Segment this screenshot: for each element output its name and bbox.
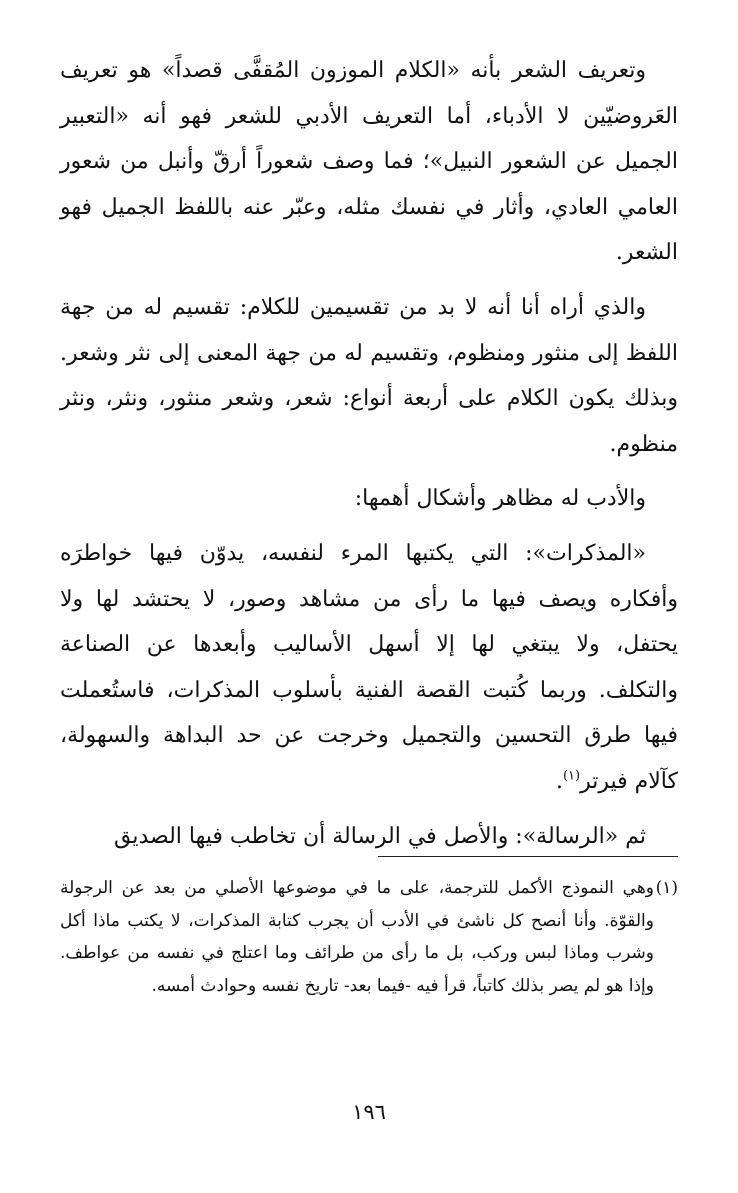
footnote-number: (١)	[655, 878, 678, 898]
paragraph-memoirs	[60, 531, 678, 805]
paragraph-speech-division: والذي أراه أنا أنه لا بد من تقسيمين للكلام: تقسيم له من جهة اللفظ إلى منثور ومنظوم، وتقسيم له من جهة المعنى إلى نثر وشعر. وبذلك يكون الكلام على أربعة أنواع: شعر، وشعر منثور، ونثر، ونثر منظوم.	[60, 294, 679, 457]
footnote-text: وهي النموذج الأكمل للترجمة، على ما في موضوعها الأصلي من بعد عن الرجولة والقوّة. وأنا أنصح كل ناشئ في الأدب أن يجرب كتابة المذكرات، لا يكتب ماذا أكل وشرب وماذا لبس وركب، بل ما رأى من طرائف وما اعتلج في نفسه من عواطف. وإذا هو لم يصر بذلك كاتباً، قرأ فيه -فيما بعد- تاريخ نفسه وحوادث أمسه.	[60, 878, 654, 996]
footnote	[60, 872, 678, 1002]
memoirs-text: «المذكرات»: التي يكتبها المرء لنفسه، يدوّن فيها خواطرَه وأفكاره ويصف فيها ما رأى من مشاهد وصور، لا يحتشد لها ولا يحتفل، ولا يبتغي لها إلا أسهل الأساليب وأبعدها عن الصناعة والتكلف. وربما كُتبت القصة الفنية بأسلوب المذكرات، فاستُعملت فيها طرق التحسين والتجميل وخرجت عن حد البداهة والسهولة، كآلام فيرتر	[60, 540, 678, 794]
paragraph-letter: ثم «الرسالة»: والأصل في الرسالة أن تخاطب فيها الصديق	[113, 823, 646, 849]
paragraph-literature-forms: والأدب له مظاهر وأشكال أهمها:	[354, 486, 646, 512]
footnote-divider	[378, 856, 678, 857]
main-text	[60, 48, 678, 859]
footnote-reference[interactable]: (١)	[562, 768, 581, 784]
paragraph-poetry-definition: وتعريف الشعر بأنه «الكلام الموزون المُقفَّى قصداً» هو تعريف العَروضيّين لا الأدباء، أما التعريف الأدبي للشعر فهو أنه «التعبير الجميل عن الشعور النبيل»؛ فما وصف شعوراً أرقّ وأنبل من شعور العامي العادي، وأثار في نفسك مثله، وعبّر عنه باللفظ الجميل فهو الشعر.	[60, 58, 678, 266]
page-number: ١٩٦	[352, 1100, 386, 1124]
memoirs-end: .	[555, 768, 563, 794]
